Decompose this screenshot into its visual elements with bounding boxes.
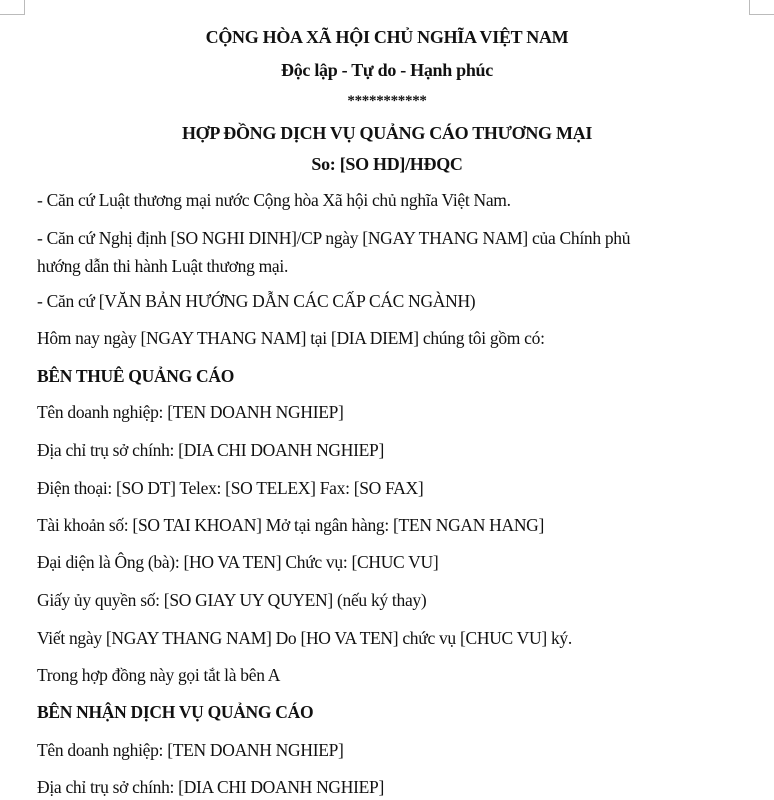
page-margin-marker-right — [749, 0, 774, 15]
separator: *********** — [347, 93, 427, 109]
intro-line: Hôm nay ngày [NGAY THANG NAM] tại [DIA DIEM] chúng tôi gồm có: — [37, 328, 545, 348]
basis-line: - Căn cứ [VĂN BẢN HƯỚNG DẪN CÁC CẤP CÁC NGÀNH) — [37, 291, 476, 311]
basis-line: - Căn cứ Luật thương mại nước Cộng hòa Xã hội chủ nghĩa Việt Nam. — [37, 190, 511, 210]
contract-title: HỢP ĐỒNG DỊCH VỤ QUẢNG CÁO THƯƠNG MẠI — [181, 123, 593, 143]
motto: Độc lập - Tự do - Hạnh phúc — [281, 60, 493, 80]
country-heading: CỘNG HÒA XÃ HỘI CHỦ NGHĨA VIỆT NAM — [205, 27, 569, 47]
party-a-line: Đại diện là Ông (bà): [HO VA TEN] Chức vụ: [CHUC VU] — [37, 552, 439, 572]
party-a-line: Tài khoản số: [SO TAI KHOAN] Mở tại ngân hàng: [TEN NGAN HANG] — [37, 515, 545, 535]
page-margin-marker-left — [0, 0, 25, 15]
party-a-heading: BÊN THUÊ QUẢNG CÁO — [37, 366, 235, 386]
basis-line: - Căn cứ Nghị định [SO NGHI DINH]/CP ngày [NGAY THANG NAM] của Chính phủ — [37, 228, 631, 248]
party-b-heading: BÊN NHẬN DỊCH VỤ QUẢNG CÁO — [37, 702, 314, 722]
party-b-line: Địa chỉ trụ sở chính: [DIA CHI DOANH NGHIEP] — [37, 777, 384, 797]
party-a-line: Trong hợp đồng này gọi tắt là bên A — [37, 665, 281, 685]
party-a-line: Tên doanh nghiệp: [TEN DOANH NGHIEP] — [37, 402, 344, 422]
party-a-line: Viết ngày [NGAY THANG NAM] Do [HO VA TEN] chức vụ [CHUC VU] ký. — [37, 628, 572, 648]
party-a-line: Địa chỉ trụ sở chính: [DIA CHI DOANH NGHIEP] — [37, 440, 384, 460]
basis-line: hướng dẫn thi hành Luật thương mại. — [37, 256, 289, 276]
contract-number: So: [SO HD]/HĐQC — [311, 154, 463, 174]
party-a-line: Điện thoại: [SO DT] Telex: [SO TELEX] Fax: [SO FAX] — [37, 478, 424, 498]
party-a-line: Giấy ủy quyền số: [SO GIAY UY QUYEN] (nếu ký thay) — [37, 590, 427, 610]
party-b-line: Tên doanh nghiệp: [TEN DOANH NGHIEP] — [37, 740, 344, 760]
